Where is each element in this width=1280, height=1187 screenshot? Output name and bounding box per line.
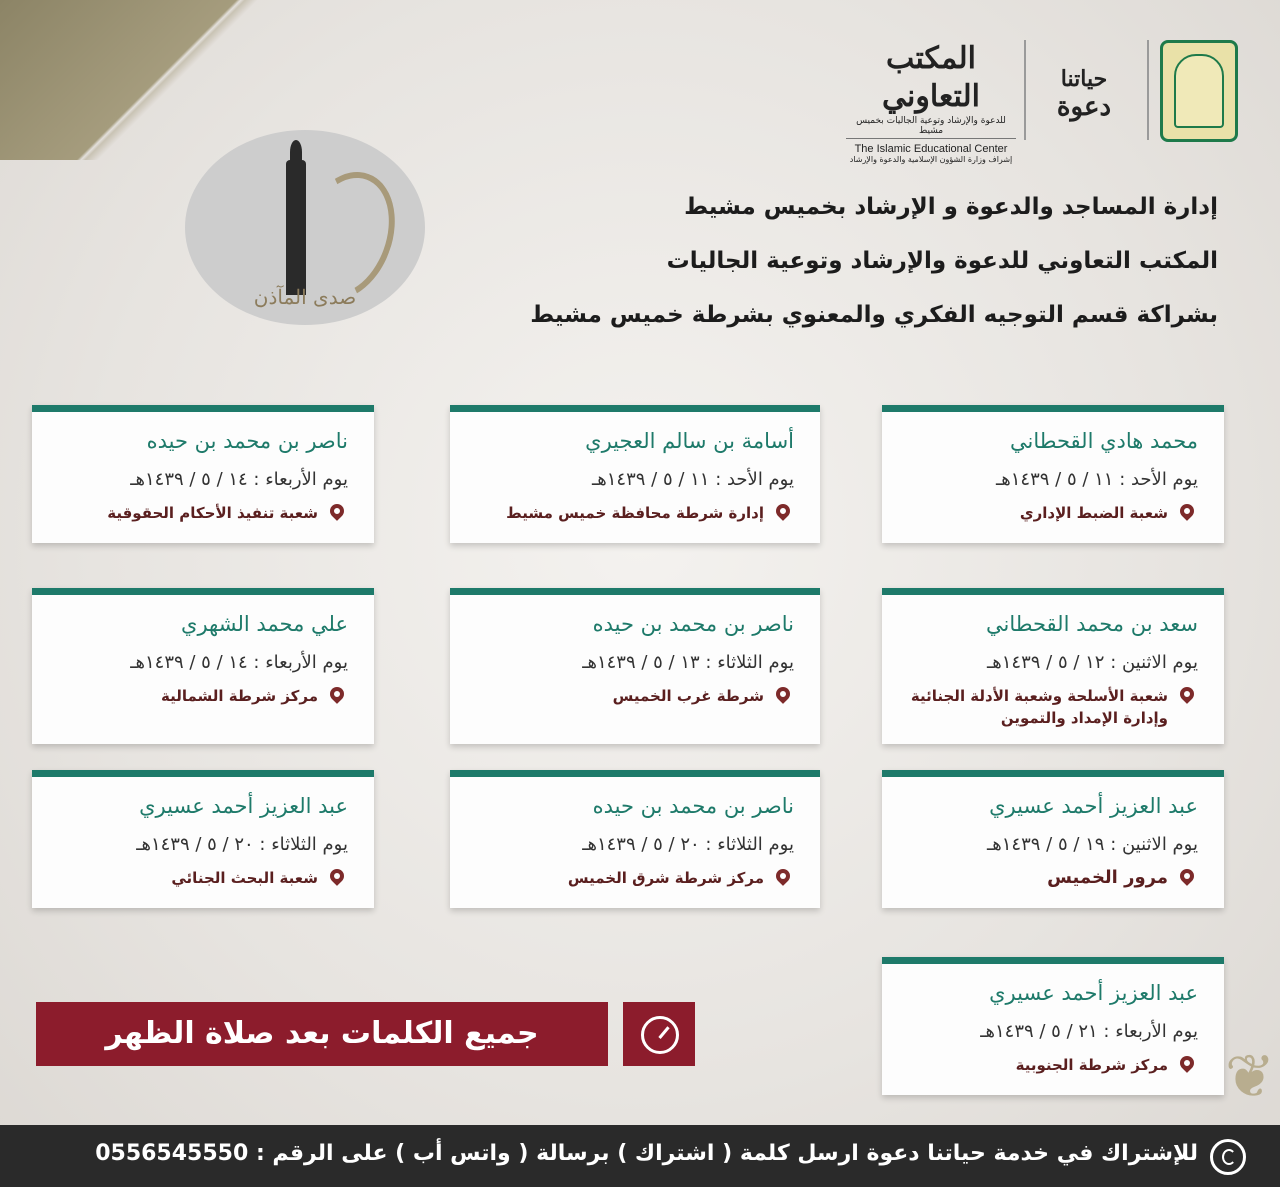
- lecture-card: [32, 588, 374, 744]
- speaker-name: علي محمد الشهري: [181, 612, 348, 636]
- lecture-location: مركز شرطة الشمالية: [32, 685, 374, 707]
- location-pin-icon: [1177, 684, 1197, 704]
- location-pin-icon: [327, 684, 347, 704]
- flourish-ornament: ❦: [1224, 1042, 1276, 1112]
- lecture-card: [450, 770, 820, 908]
- subscription-text: للإشتراك في خدمة حياتنا دعوة ارسل كلمة ( اشتراك ) برسالة ( واتس أب ) على الرقم : 0556545550: [95, 1141, 1198, 1166]
- lecture-card: [882, 770, 1224, 908]
- lecture-location: مركز شرطة شرق الخميس: [450, 867, 820, 889]
- header-titles: [458, 180, 1218, 342]
- location-pin-icon: [1177, 1053, 1197, 1073]
- speaker-name: عبد العزيز أحمد عسيري: [989, 981, 1198, 1005]
- speaker-name: محمد هادي القحطاني: [1010, 429, 1198, 453]
- lecture-location: شعبة البحث الجنائي: [32, 867, 374, 889]
- whatsapp-icon: [1210, 1139, 1246, 1175]
- hayatuna-logo: [1034, 44, 1134, 136]
- lecture-card: [32, 405, 374, 543]
- header-line-3: بشراكة قسم التوجيه الفكري والمعنوي بشرطة خميس مشيط: [530, 302, 1218, 328]
- location-pin-icon: [1177, 501, 1197, 521]
- speaker-name: ناصر بن محمد بن حيده: [592, 794, 794, 818]
- lecture-location: شرطة غرب الخميس: [450, 685, 820, 707]
- lecture-date: يوم الثلاثاء : ١٣ / ٥ / ١٤٣٩هـ: [582, 652, 794, 673]
- center-logo-subtitle: للدعوة والإرشاد وتوعية الجاليات بخميس مشيط: [846, 116, 1016, 139]
- lecture-location: مرور الخميس: [882, 867, 1224, 889]
- time-banner: جميع الكلمات بعد صلاة الظهر: [36, 1002, 608, 1066]
- lecture-card: [882, 405, 1224, 543]
- location-pin-icon: [1177, 866, 1197, 886]
- lecture-date: يوم الاثنين : ١٢ / ٥ / ١٤٣٩هـ: [986, 652, 1198, 673]
- lecture-date: يوم الأحد : ١١ / ٥ / ١٤٣٩هـ: [995, 469, 1198, 490]
- lecture-date: يوم الأربعاء : ٢١ / ٥ / ١٤٣٩هـ: [980, 1021, 1198, 1042]
- lecture-location: شعبة تنفيذ الأحكام الحقوقية: [32, 502, 374, 524]
- location-pin-icon: [773, 866, 793, 886]
- speaker-name: أسامة بن سالم العجيري: [585, 429, 794, 453]
- speaker-name: سعد بن محمد القحطاني: [986, 612, 1198, 636]
- logo-separator: [1147, 40, 1149, 140]
- center-logo-title: المكتب التعاوني: [882, 41, 980, 114]
- lecture-card: [450, 588, 820, 744]
- location-pin-icon: [773, 501, 793, 521]
- lecture-card: [882, 957, 1224, 1095]
- islamic-center-logo: [846, 40, 1016, 164]
- lecture-date: يوم الأربعاء : ١٤ / ٥ / ١٤٣٩هـ: [130, 469, 348, 490]
- location-pin-icon: [327, 501, 347, 521]
- lecture-location: شعبة الضبط الإداري: [882, 502, 1224, 524]
- center-logo-supervision: إشراف وزارة الشؤون الإسلامية والدعوة والإرشاد: [849, 155, 1013, 164]
- lecture-location: إدارة شرطة محافظة خميس مشيط: [450, 502, 820, 524]
- corner-ornament-border: [0, 0, 270, 160]
- lecture-date: يوم الثلاثاء : ٢٠ / ٥ / ١٤٣٩هـ: [582, 834, 794, 855]
- lecture-location: مركز شرطة الجنوبية: [882, 1054, 1224, 1076]
- lecture-card: [32, 770, 374, 908]
- logo-separator: [1024, 40, 1026, 140]
- dawa-logo-text: دعوة: [1056, 92, 1112, 122]
- speaker-name: عبد العزيز أحمد عسيري: [989, 794, 1198, 818]
- header-line-2: المكتب التعاوني للدعوة والإرشاد وتوعية الجاليات: [666, 248, 1218, 274]
- hayatuna-logo-text: حياتنا: [1060, 66, 1108, 92]
- subscription-footer: [0, 1125, 1280, 1187]
- lecture-location: شعبة الأسلحة وشعبة الأدلة الجنائية وإدارة الإمداد والتموين: [882, 685, 1224, 729]
- ministry-logo: [1160, 40, 1238, 142]
- location-pin-icon: [773, 684, 793, 704]
- sada-label: صدى المآذن: [253, 285, 357, 309]
- speaker-name: ناصر بن محمد بن حيده: [592, 612, 794, 636]
- location-pin-icon: [327, 866, 347, 886]
- clock-badge: [623, 1002, 695, 1066]
- speaker-name: عبد العزيز أحمد عسيري: [139, 794, 348, 818]
- lecture-date: يوم الثلاثاء : ٢٠ / ٥ / ١٤٣٩هـ: [136, 834, 348, 855]
- speaker-name: ناصر بن محمد بن حيده: [146, 429, 348, 453]
- center-logo-english: The Islamic Educational Center: [854, 143, 1008, 155]
- lecture-card: [882, 588, 1224, 744]
- header-line-1: إدارة المساجد والدعوة و الإرشاد بخميس مشيط: [684, 194, 1218, 220]
- lecture-date: يوم الاثنين : ١٩ / ٥ / ١٤٣٩هـ: [986, 834, 1198, 855]
- lecture-card: [450, 405, 820, 543]
- lecture-date: يوم الأربعاء : ١٤ / ٥ / ١٤٣٩هـ: [130, 652, 348, 673]
- lecture-date: يوم الأحد : ١١ / ٥ / ١٤٣٩هـ: [591, 469, 794, 490]
- sada-almaathen-logo: [185, 130, 425, 325]
